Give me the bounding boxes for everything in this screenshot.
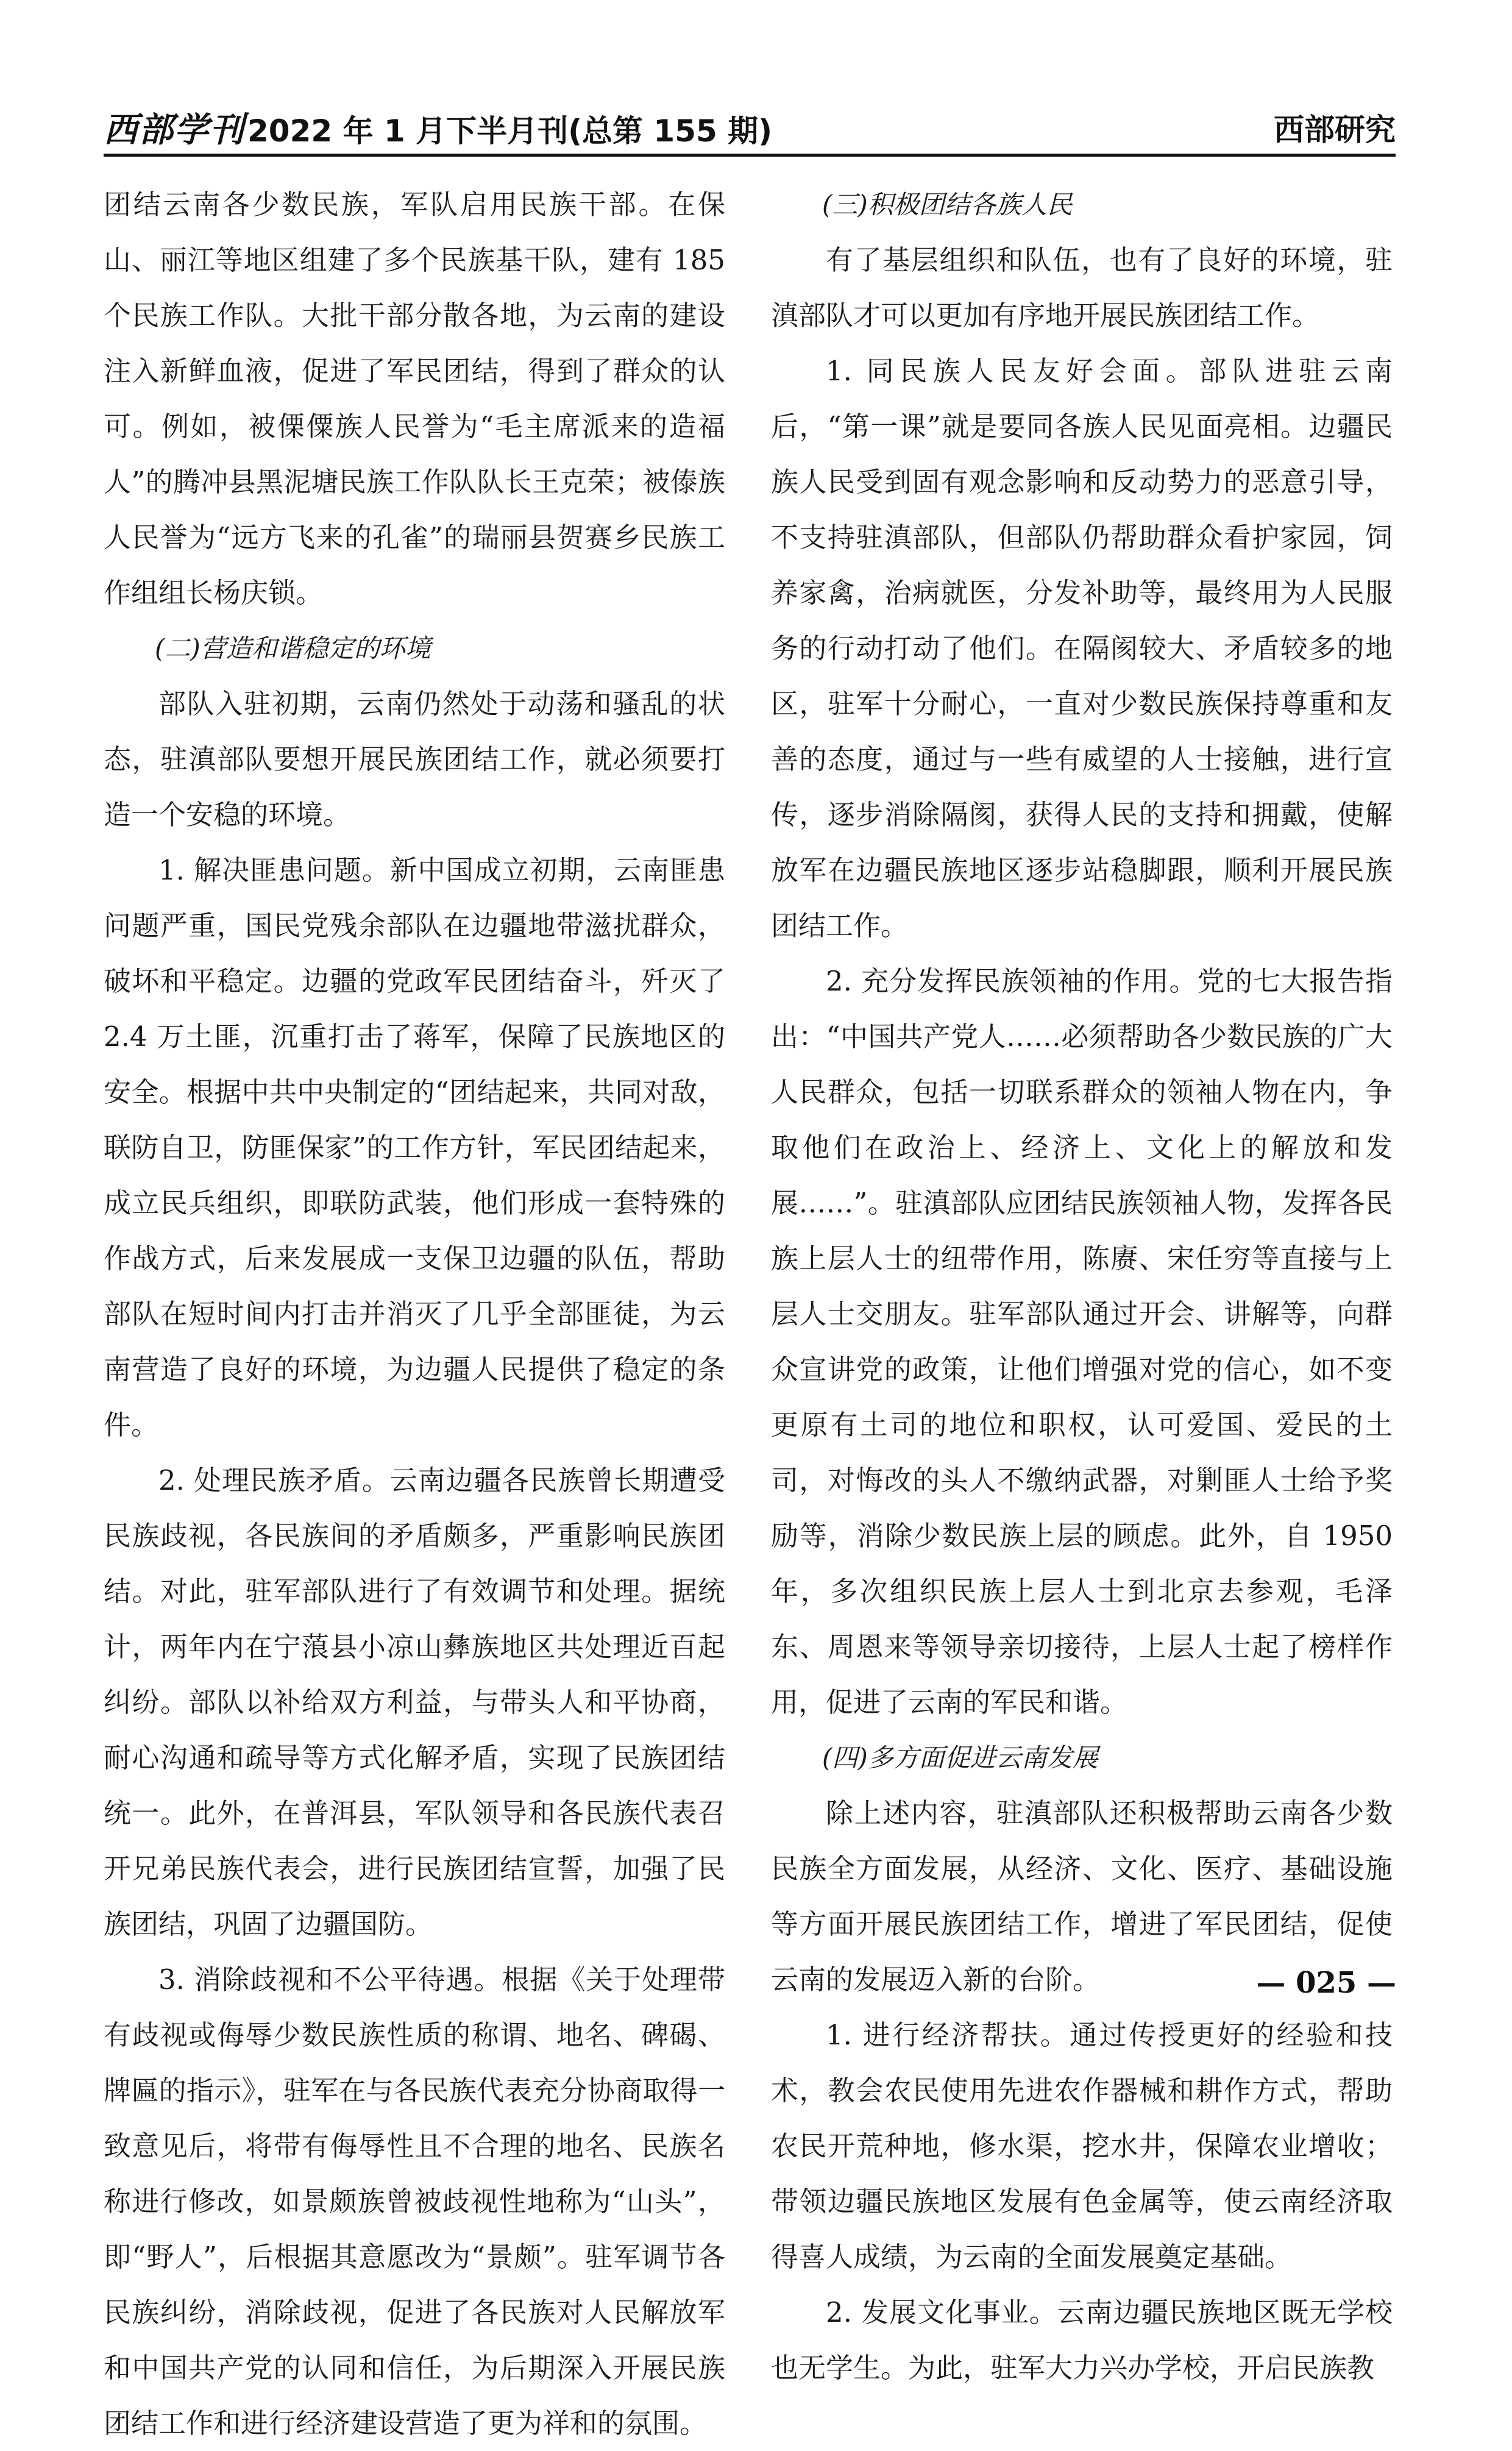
paragraph: 部队入驻初期，云南仍然处于动荡和骚乱的状态，驻滇部队要想开展民族团结工作，就必须要打造一个安稳的环境。	[104, 688, 725, 831]
left-column	[104, 177, 725, 2451]
paragraph: 1. 解决匪患问题。新中国成立初期，云南匪患问题严重，国民党残余部队在边疆地带滋扰群众，破坏和平稳定。边疆的党政军民团结奋斗，歼灭了 2.4 万土匪，沉重打击了蒋军，保障了民族地区的安全。根据中共中央制定的“团结起来，共同对敌，联防自卫，防匪保家”的工作方针，军民团结起来，成立民兵组织，即联防武装，他们形成一套特殊的作战方式，后来发展成一支保卫边疆的队伍，帮助部队在短时间内打击并消灭了几乎全部匪徒，为云南营造了良好的环境，为边疆人民提供了稳定的条件。	[104, 854, 725, 1441]
section-heading: (四)多方面促进云南发展	[822, 1743, 1098, 1773]
section-heading: (三)积极团结各族人民	[822, 190, 1073, 219]
paragraph: 1. 同民族人民友好会面。部队进驻云南后，“第一课”就是要同各族人民见面亮相。边疆民族人民受到固有观念影响和反动势力的恶意引导，不支持驻滇部队，但部队仍帮助群众看护家园，饲养家禽，治病就医，分发补助等，最终用为人民服务的行动打动了他们。在隔阂较大、矛盾较多的地区，驻军十分耐心，一直对少数民族保持尊重和友善的态度，通过与一些有威望的人士接触，进行宣传，逐步消除隔阂，获得人民的支持和拥戴，使解放军在边疆民族地区逐步站稳脚跟，顺利开展民族团结工作。	[771, 355, 1393, 942]
journal-info	[104, 103, 772, 152]
section-title: 西部研究	[1274, 112, 1396, 148]
issue-info: 2022 年 1 月下半月刊(总第 155 期)	[247, 113, 773, 149]
paragraph: 3. 消除歧视和不公平待遇。根据《关于处理带有歧视或侮辱少数民族性质的称谓、地名、碑碣、牌匾的指示》，驻军在与各民族代表充分协商取得一致意见后，将带有侮辱性且不合理的地名、民族名称进行修改，如景颇族曾被歧视性地称为“山头”，即“野人”，后根据其意愿改为“景颇”。驻军调节各民族纠纷，消除歧视，促进了各民族对人民解放军和中国共产党的认同和信任，为后期深入开展民族团结工作和进行经济建设营造了更为祥和的氛围。	[104, 1963, 725, 2439]
right-column	[771, 177, 1393, 2396]
paragraph: 除上述内容，驻滇部队还积极帮助云南各少数民族全方面发展，从经济、文化、医疗、基础设施等方面开展民族团结工作，增进了军民团结，促使云南的发展迈入新的台阶。	[771, 1797, 1393, 1996]
paragraph: 1. 进行经济帮扶。通过传授更好的经验和技术，教会农民使用先进农作器械和耕作方式，帮助农民开荒种地，修水渠，挖水井，保障农业增收；带领边疆民族地区发展有色金属等，使云南经济取得喜人成绩，为云南的全面发展奠定基础。	[771, 2019, 1393, 2273]
paragraph: 团结云南各少数民族，军队启用民族干部。在保山、丽江等地区组建了多个民族基干队，建有 185 个民族工作队。大批干部分散各地，为云南的建设注入新鲜血液，促进了军民团结，得到了群众的认可。例如，被傈僳族人民誉为“毛主席派来的造福人”的腾冲县黑泥塘民族工作队队长王克荣；被傣族人民誉为“远方飞来的孔雀”的瑞丽县贺赛乡民族工作组组长杨庆锁。	[104, 188, 725, 609]
paragraph: 有了基层组织和队伍，也有了良好的环境，驻滇部队才可以更加有序地开展民族团结工作。	[771, 244, 1393, 332]
paragraph: 2. 充分发挥民族领袖的作用。党的七大报告指出：“中国共产党人……必须帮助各少数民族的广大人民群众，包括一切联系群众的领袖人物在内，争取他们在政治上、经济上、文化上的解放和发展……”。驻滇部队应团结民族领袖人物，发挥各民族上层人士的纽带作用，陈赓、宋任穷等直接与上层人士交朋友。驻军部队通过开会、讲解等，向群众宣讲党的政策，让他们增强对党的信心，如不变更原有土司的地位和职权，认可爱国、爱民的土司，对悔改的头人不缴纳武器，对剿匪人士给予奖励等，消除少数民族上层的顾虑。此外，自 1950 年，多次组织民族上层人士到北京去参观，毛泽东、周恩来等领导亲切接待，上层人士起了榜样作用，促进了云南的军民和谐。	[771, 965, 1393, 1718]
page-number: — 025 —	[1256, 1966, 1396, 2000]
section-heading: (二)营造和谐稳定的环境	[155, 633, 431, 663]
paragraph: 2. 发展文化事业。云南边疆民族地区既无学校也无学生。为此，驻军大力兴办学校，开启民族教	[771, 2296, 1393, 2384]
paragraph: 2. 处理民族矛盾。云南边疆各民族曾长期遭受民族歧视，各民族间的矛盾颇多，严重影响民族团结。对此，驻军部队进行了有效调节和处理。据统计，两年内在宁蒗县小凉山彝族地区共处理近百起纠纷。部队以补给双方利益，与带头人和平协商，耐心沟通和疏导等方式化解矛盾，实现了民族团结统一。此外，在普洱县，军队领导和各民族代表召开兄弟民族代表会，进行民族团结宣誓，加强了民族团结，巩固了边疆国防。	[104, 1464, 725, 1940]
journal-logo: 西部学刊	[104, 110, 245, 150]
header-rule	[104, 154, 1396, 157]
page-header	[104, 101, 1396, 149]
